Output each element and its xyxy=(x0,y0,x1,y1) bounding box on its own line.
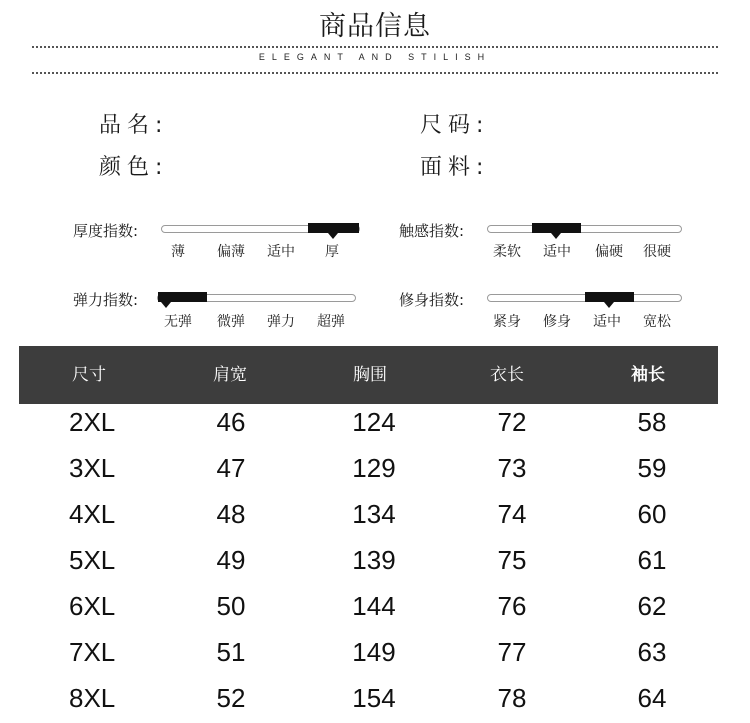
thickness-option: 厚 xyxy=(325,244,339,260)
table-cell: 47 xyxy=(216,453,246,483)
divider-bottom xyxy=(32,72,718,74)
fit-option: 适中 xyxy=(593,314,621,330)
divider-top xyxy=(32,46,718,48)
table-cell: 62 xyxy=(637,591,667,621)
column-header-chest: 胸围 xyxy=(353,365,387,385)
table-cell: 52 xyxy=(216,683,246,713)
table-cell: 149 xyxy=(352,637,396,667)
table-row xyxy=(19,675,718,721)
touch-meter-track xyxy=(487,225,682,233)
page-subtitle: ELEGANT AND STILISH xyxy=(258,52,492,62)
elasticity-option: 超弹 xyxy=(317,314,345,330)
table-cell: 4XL xyxy=(69,499,116,529)
thickness-meter-pointer xyxy=(328,233,338,239)
table-cell: 76 xyxy=(497,591,527,621)
table-cell: 6XL xyxy=(69,591,116,621)
elasticity-option: 无弹 xyxy=(164,314,192,330)
table-cell: 8XL xyxy=(69,683,116,713)
table-cell: 74 xyxy=(497,499,527,529)
table-row xyxy=(19,491,718,537)
touch-option: 柔软 xyxy=(493,244,521,260)
table-cell: 144 xyxy=(352,591,396,621)
fit-meter-label: 修身指数: xyxy=(399,291,465,309)
table-row xyxy=(19,583,718,629)
table-cell: 49 xyxy=(216,545,246,575)
thickness-option: 薄 xyxy=(171,244,185,260)
table-cell: 7XL xyxy=(69,637,116,667)
table-cell: 61 xyxy=(637,545,667,575)
table-cell: 73 xyxy=(497,453,527,483)
size-label: 尺码: xyxy=(420,113,490,138)
table-cell: 78 xyxy=(497,683,527,713)
color-label: 颜色: xyxy=(99,155,169,180)
column-header-length: 衣长 xyxy=(490,365,524,385)
touch-meter-fill xyxy=(532,223,581,233)
table-cell: 134 xyxy=(352,499,396,529)
touch-option: 适中 xyxy=(543,244,571,260)
table-cell: 139 xyxy=(352,545,396,575)
column-header-size: 尺寸 xyxy=(72,365,106,385)
table-cell: 124 xyxy=(352,407,396,437)
fit-option: 宽松 xyxy=(643,314,671,330)
table-row xyxy=(19,445,718,491)
elasticity-meter-pointer xyxy=(161,302,171,308)
table-cell: 64 xyxy=(637,683,667,713)
fit-meter-fill xyxy=(585,292,634,302)
column-header-sleeve: 袖长 xyxy=(631,365,665,385)
table-cell: 51 xyxy=(216,637,246,667)
table-cell: 63 xyxy=(637,637,667,667)
table-cell: 77 xyxy=(497,637,527,667)
thickness-meter-fill xyxy=(308,223,359,233)
touch-meter-pointer xyxy=(551,233,561,239)
table-cell: 72 xyxy=(497,407,527,437)
elasticity-meter-track xyxy=(157,294,356,302)
fit-meter-track xyxy=(487,294,682,302)
thickness-meter-label: 厚度指数: xyxy=(73,222,139,240)
table-cell: 3XL xyxy=(69,453,116,483)
elasticity-meter-label: 弹力指数: xyxy=(73,291,139,309)
thickness-option: 偏薄 xyxy=(217,244,245,260)
table-cell: 46 xyxy=(216,407,246,437)
table-row xyxy=(19,399,718,445)
thickness-option: 适中 xyxy=(267,244,295,260)
column-header-shoulder: 肩宽 xyxy=(213,365,247,385)
table-row xyxy=(19,537,718,583)
elasticity-meter-fill xyxy=(158,292,207,302)
table-cell: 154 xyxy=(352,683,396,713)
table-cell: 48 xyxy=(216,499,246,529)
fit-option: 修身 xyxy=(543,314,571,330)
table-cell: 75 xyxy=(497,545,527,575)
touch-option: 很硬 xyxy=(643,244,671,260)
fit-option: 紧身 xyxy=(493,314,521,330)
elasticity-option: 微弹 xyxy=(217,314,245,330)
page-title: 商品信息 xyxy=(319,11,431,42)
table-cell: 5XL xyxy=(69,545,116,575)
size-table-header xyxy=(19,346,718,404)
table-cell: 2XL xyxy=(69,407,116,437)
elasticity-option: 弹力 xyxy=(267,314,295,330)
thickness-meter-track xyxy=(161,225,360,233)
table-cell: 50 xyxy=(216,591,246,621)
fit-meter-pointer xyxy=(604,302,614,308)
table-cell: 60 xyxy=(637,499,667,529)
product-name-label: 品名: xyxy=(99,113,169,138)
fabric-label: 面料: xyxy=(420,155,490,180)
touch-meter-label: 触感指数: xyxy=(399,222,465,240)
table-row xyxy=(19,629,718,675)
touch-option: 偏硬 xyxy=(595,244,623,260)
table-cell: 59 xyxy=(637,453,667,483)
table-cell: 58 xyxy=(637,407,667,437)
table-cell: 129 xyxy=(352,453,396,483)
